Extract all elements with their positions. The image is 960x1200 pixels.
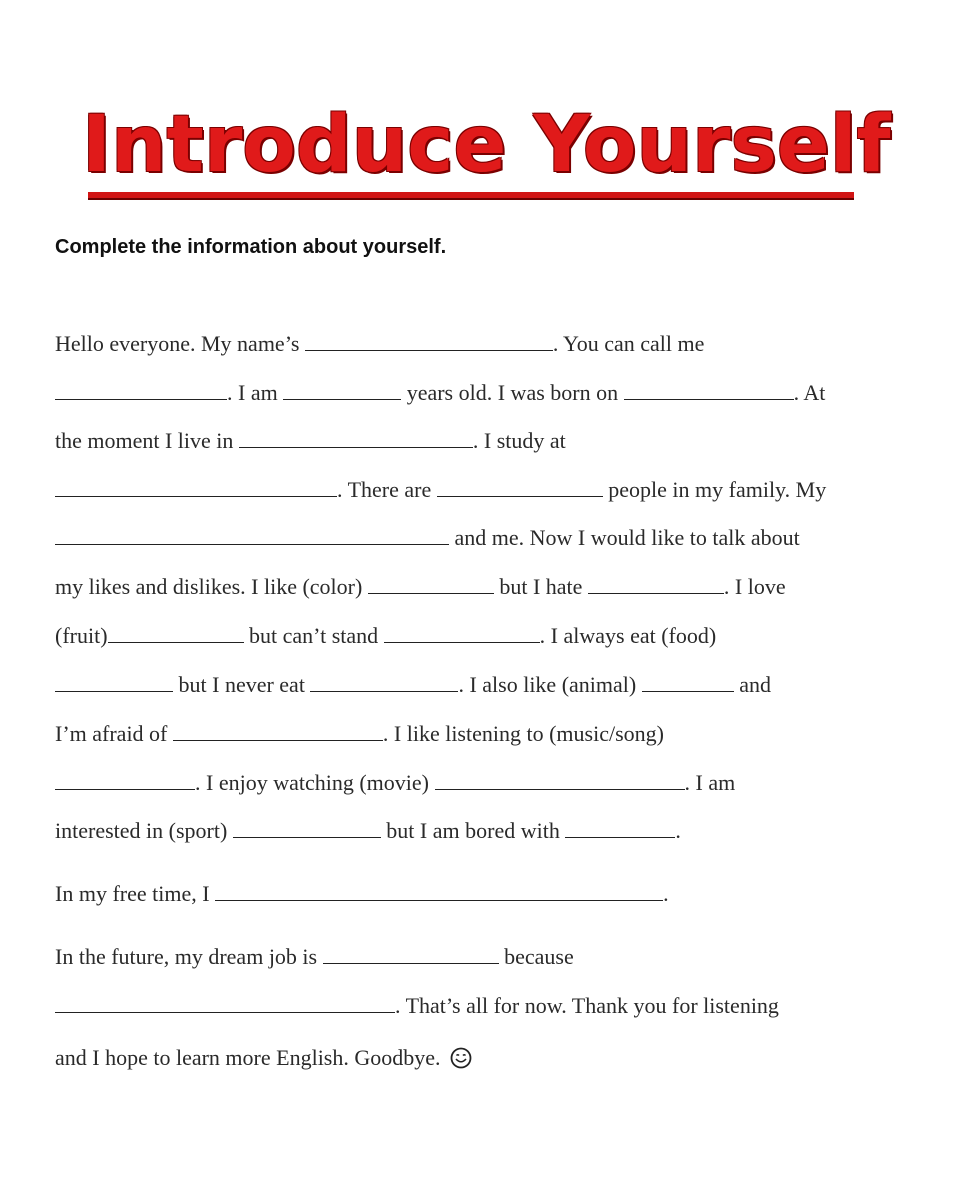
line-text: but I am bored with bbox=[386, 818, 560, 843]
line-11 bbox=[55, 815, 681, 847]
line-text: . I enjoy watching (movie) bbox=[195, 770, 429, 795]
line-13 bbox=[55, 941, 574, 973]
line-7 bbox=[55, 620, 716, 652]
line-9 bbox=[55, 718, 664, 750]
line-text: . That’s all for now. Thank you for listening bbox=[395, 993, 779, 1018]
line-12 bbox=[55, 878, 669, 910]
line-text: . I am bbox=[684, 770, 736, 795]
line-text: . I also like (animal) bbox=[458, 672, 637, 697]
line-text: interested in (sport) bbox=[55, 818, 228, 843]
blank-birthday[interactable] bbox=[624, 377, 794, 400]
title-underline bbox=[88, 192, 854, 200]
blank-free-time[interactable] bbox=[215, 878, 663, 901]
line-3 bbox=[55, 425, 566, 457]
blank-hate[interactable] bbox=[588, 571, 724, 594]
blank-name[interactable] bbox=[305, 328, 553, 351]
blank-color[interactable] bbox=[368, 571, 494, 594]
line-text: . bbox=[675, 818, 681, 843]
line-text: . I study at bbox=[472, 428, 566, 453]
page-title: Introduce Yourself bbox=[82, 100, 891, 190]
blank-movie[interactable] bbox=[435, 767, 685, 790]
blank-school[interactable] bbox=[55, 474, 337, 497]
line-text: but can’t stand bbox=[249, 623, 379, 648]
line-text: . bbox=[663, 881, 669, 906]
line-10 bbox=[55, 767, 735, 799]
blank-family-count[interactable] bbox=[437, 474, 603, 497]
line-text: but I hate bbox=[499, 574, 583, 599]
title-block bbox=[82, 100, 891, 190]
blank-never-eat[interactable] bbox=[310, 669, 458, 692]
blank-residence[interactable] bbox=[239, 425, 473, 448]
line-1 bbox=[55, 328, 704, 360]
blank-bored[interactable] bbox=[565, 815, 675, 838]
blank-cant-stand[interactable] bbox=[384, 620, 540, 643]
line-6 bbox=[55, 571, 786, 603]
line-text: . There are bbox=[337, 477, 432, 502]
line-5 bbox=[55, 522, 800, 554]
blank-afraid[interactable] bbox=[173, 718, 383, 741]
instruction-text: Complete the information about yourself. bbox=[55, 236, 447, 258]
line-text: In my free time, I bbox=[55, 881, 210, 906]
line-text: and bbox=[739, 672, 771, 697]
blank-age[interactable] bbox=[283, 377, 401, 400]
line-text: I’m afraid of bbox=[55, 721, 168, 746]
line-text: . I always eat (food) bbox=[539, 623, 717, 648]
line-text: years old. I was born on bbox=[406, 380, 619, 405]
line-text: In the future, my dream job is bbox=[55, 944, 318, 969]
line-text: and me. Now I would like to talk about bbox=[454, 525, 800, 550]
line-text: people in my family. My bbox=[608, 477, 827, 502]
blank-reason[interactable] bbox=[55, 990, 395, 1013]
blank-family-members[interactable] bbox=[55, 522, 449, 545]
blank-food[interactable] bbox=[55, 669, 173, 692]
blank-music[interactable] bbox=[55, 767, 195, 790]
line-14 bbox=[55, 990, 779, 1022]
line-text: my likes and dislikes. I like (color) bbox=[55, 574, 363, 599]
line-text: . I love bbox=[723, 574, 786, 599]
line-4 bbox=[55, 474, 826, 506]
smiley-icon bbox=[450, 1046, 472, 1068]
blank-nickname[interactable] bbox=[55, 377, 227, 400]
line-text: (fruit) bbox=[55, 623, 108, 648]
line-text: because bbox=[504, 944, 574, 969]
line-text: and I hope to learn more English. Goodbye. bbox=[55, 1045, 441, 1070]
line-text: . At bbox=[793, 380, 826, 405]
line-2 bbox=[55, 377, 825, 409]
blank-dream-job[interactable] bbox=[323, 941, 499, 964]
blank-animal[interactable] bbox=[642, 669, 734, 692]
line-text: Hello everyone. My name’s bbox=[55, 331, 300, 356]
line-text: but I never eat bbox=[178, 672, 305, 697]
line-text: the moment I live in bbox=[55, 428, 234, 453]
line-text: . I am bbox=[227, 380, 278, 405]
line-8 bbox=[55, 669, 771, 701]
blank-sport[interactable] bbox=[233, 815, 381, 838]
blank-fruit[interactable] bbox=[108, 620, 244, 643]
line-text: . You can call me bbox=[552, 331, 705, 356]
line-text: . I like listening to (music/song) bbox=[382, 721, 664, 746]
line-15 bbox=[55, 1042, 472, 1074]
